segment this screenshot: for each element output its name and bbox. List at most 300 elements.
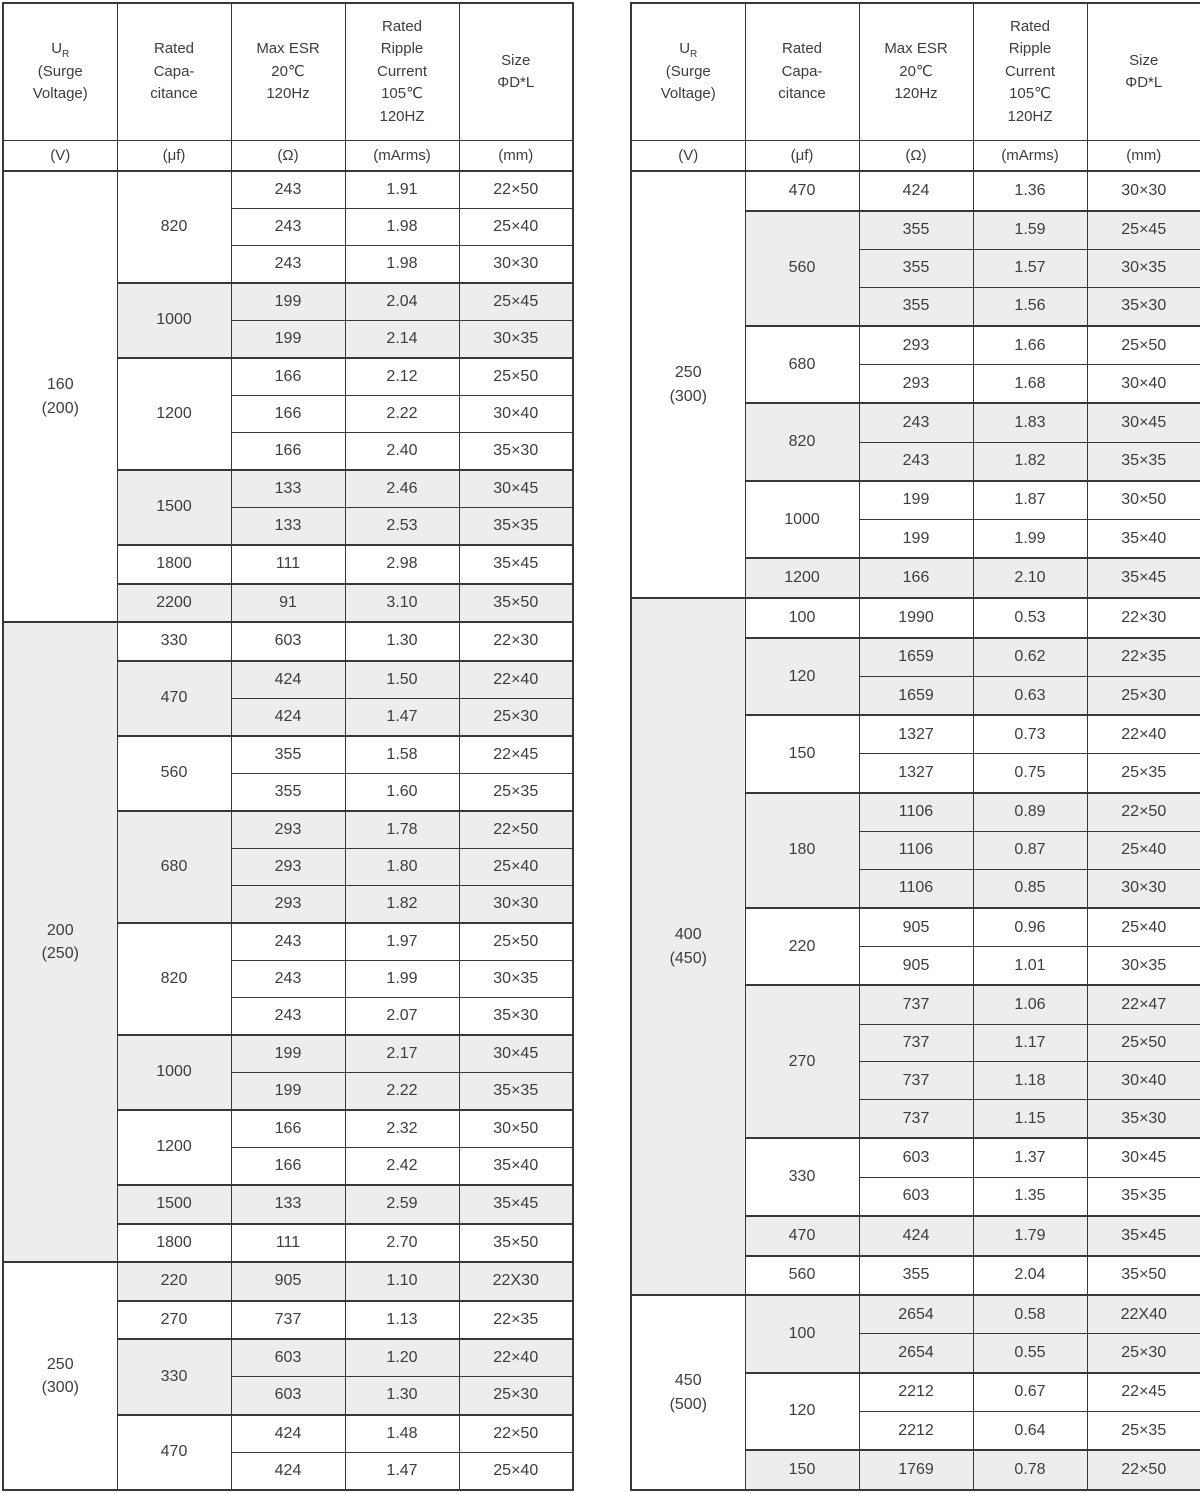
capacitance-cell: 1500 xyxy=(117,470,231,545)
size-cell: 35×30 xyxy=(459,997,573,1035)
esr-cell: 243 xyxy=(231,245,345,283)
esr-cell: 737 xyxy=(859,1062,973,1100)
header-line: (Surge xyxy=(37,62,83,80)
header-esr xyxy=(859,3,973,141)
capacitance-cell: 560 xyxy=(745,211,859,326)
unit-capacitance: (μf) xyxy=(745,141,859,172)
ripple-current-cell: 0.55 xyxy=(973,1334,1087,1373)
ripple-current-cell: 2.42 xyxy=(345,1147,459,1185)
esr-cell: 424 xyxy=(231,1415,345,1453)
header-symbol: $U_R$ xyxy=(679,40,698,61)
ripple-current-cell: 1.59 xyxy=(973,211,1087,250)
ripple-current-cell: 0.85 xyxy=(973,869,1087,908)
size-cell: 22×50 xyxy=(459,1415,573,1453)
header-line: 20℃ xyxy=(271,62,305,80)
esr-cell: 737 xyxy=(859,1100,973,1139)
capacitance-cell: 1500 xyxy=(117,1185,231,1224)
ripple-current-cell: 2.22 xyxy=(345,396,459,433)
header-row xyxy=(631,3,1200,141)
surge-voltage-value: (300) xyxy=(41,1379,79,1397)
header-line: 105℃ xyxy=(1009,85,1051,103)
spec-row xyxy=(631,1295,1200,1334)
header-size xyxy=(1087,3,1200,141)
voltage-cell xyxy=(631,598,745,1295)
size-cell: 25×30 xyxy=(1087,1334,1200,1373)
spec-row xyxy=(3,171,573,209)
esr-cell: 2212 xyxy=(859,1373,973,1412)
esr-cell: 199 xyxy=(231,283,345,321)
unit-voltage: (V) xyxy=(3,141,117,172)
esr-cell: 199 xyxy=(859,481,973,520)
size-cell: 25×40 xyxy=(1087,831,1200,869)
header-line: ΦD*L xyxy=(1125,74,1163,91)
ripple-current-cell: 2.10 xyxy=(973,558,1087,598)
esr-cell: 905 xyxy=(859,908,973,947)
ripple-current-cell: 1.91 xyxy=(345,171,459,209)
esr-cell: 603 xyxy=(859,1138,973,1177)
capacitance-cell: 1000 xyxy=(117,1035,231,1110)
size-cell: 30×45 xyxy=(1087,1138,1200,1177)
unit-size: (mm) xyxy=(1087,141,1200,172)
header-line: 120HZ xyxy=(379,107,425,125)
esr-cell: 2212 xyxy=(859,1411,973,1450)
capacitance-cell: 1200 xyxy=(745,558,859,598)
size-cell: 22×50 xyxy=(459,811,573,849)
header-line: Rated xyxy=(381,17,423,35)
ripple-current-cell: 1.79 xyxy=(973,1216,1087,1256)
esr-cell: 355 xyxy=(859,249,973,287)
ripple-current-cell: 1.99 xyxy=(345,960,459,997)
capacitance-cell: 470 xyxy=(745,171,859,211)
ripple-current-cell: 1.99 xyxy=(973,520,1087,559)
size-cell: 22×50 xyxy=(459,171,573,209)
esr-cell: 111 xyxy=(231,1224,345,1263)
ripple-current-cell: 1.66 xyxy=(973,326,1087,365)
ripple-current-cell: 0.75 xyxy=(973,754,1087,793)
ripple-current-cell: 0.73 xyxy=(973,715,1087,754)
header-line: 20℃ xyxy=(899,62,933,80)
esr-cell: 293 xyxy=(231,811,345,849)
ripple-current-cell: 0.89 xyxy=(973,793,1087,832)
ripple-current-cell: 2.46 xyxy=(345,470,459,508)
esr-cell: 91 xyxy=(231,584,345,623)
capacitance-cell: 220 xyxy=(745,908,859,985)
esr-cell: 424 xyxy=(859,171,973,211)
size-cell: 25×40 xyxy=(459,209,573,246)
header-line: 120HZ xyxy=(1007,107,1053,125)
ripple-current-cell: 2.40 xyxy=(345,432,459,470)
header-voltage xyxy=(3,3,117,141)
capacitance-cell: 1200 xyxy=(117,358,231,470)
size-cell: 25×30 xyxy=(459,1377,573,1415)
size-cell: 25×50 xyxy=(459,358,573,396)
ripple-current-cell: 1.37 xyxy=(973,1138,1087,1177)
unit-ripple: (mArms) xyxy=(973,141,1087,172)
ripple-current-cell: 0.62 xyxy=(973,638,1087,677)
header-line: Rated xyxy=(1009,17,1051,35)
esr-cell: 243 xyxy=(231,960,345,997)
header-line: Max ESR xyxy=(884,40,948,58)
esr-cell: 603 xyxy=(859,1177,973,1216)
size-cell: 30×50 xyxy=(1087,481,1200,520)
size-cell: 30×45 xyxy=(1087,403,1200,442)
capacitance-cell: 150 xyxy=(745,1450,859,1490)
header-line: Size xyxy=(501,51,531,69)
esr-cell: 243 xyxy=(231,171,345,209)
esr-cell: 166 xyxy=(231,396,345,433)
esr-cell: 424 xyxy=(231,1452,345,1490)
surge-voltage-value: (450) xyxy=(669,949,707,967)
size-cell: 35×35 xyxy=(459,507,573,545)
size-cell: 25×35 xyxy=(459,773,573,811)
capacitance-cell: 100 xyxy=(745,1295,859,1372)
size-cell: 22×40 xyxy=(459,661,573,699)
ripple-current-cell: 2.70 xyxy=(345,1224,459,1263)
ripple-current-cell: 2.04 xyxy=(973,1256,1087,1296)
ripple-current-cell: 2.17 xyxy=(345,1035,459,1073)
header-ripple xyxy=(973,3,1087,141)
size-cell: 35×45 xyxy=(459,545,573,584)
header-line: Voltage) xyxy=(660,85,716,103)
capacitance-cell: 120 xyxy=(745,1373,859,1450)
header-row xyxy=(3,3,573,141)
capacitance-cell: 820 xyxy=(117,171,231,283)
surge-voltage-value: (300) xyxy=(669,387,707,405)
surge-voltage-value: (500) xyxy=(669,1395,707,1413)
ripple-current-cell: 1.82 xyxy=(345,885,459,923)
size-cell: 35×45 xyxy=(1087,1216,1200,1256)
unit-size: (mm) xyxy=(459,141,573,172)
capacitance-cell: 560 xyxy=(117,736,231,811)
ripple-current-cell: 1.35 xyxy=(973,1177,1087,1216)
esr-cell: 199 xyxy=(231,320,345,358)
ripple-current-cell: 1.30 xyxy=(345,622,459,661)
table-mount-right xyxy=(630,2,1200,1491)
ripple-current-cell: 1.01 xyxy=(973,947,1087,986)
ripple-current-cell: 1.78 xyxy=(345,811,459,849)
size-cell: 22×45 xyxy=(1087,1373,1200,1412)
capacitance-cell: 1800 xyxy=(117,545,231,584)
header-line: Rated xyxy=(781,40,823,58)
esr-cell: 243 xyxy=(231,923,345,961)
esr-cell: 293 xyxy=(859,365,973,404)
size-cell: 30×30 xyxy=(459,245,573,283)
ripple-current-cell: 1.30 xyxy=(345,1377,459,1415)
esr-cell: 355 xyxy=(231,773,345,811)
ripple-current-cell: 2.59 xyxy=(345,1185,459,1224)
esr-cell: 1106 xyxy=(859,869,973,908)
capacitance-cell: 330 xyxy=(117,1339,231,1414)
ripple-current-cell: 1.82 xyxy=(973,442,1087,481)
header-line: Voltage) xyxy=(32,85,88,103)
size-cell: 30×40 xyxy=(459,396,573,433)
esr-cell: 133 xyxy=(231,1185,345,1224)
ripple-current-cell: 2.98 xyxy=(345,545,459,584)
surge-voltage-value: (200) xyxy=(41,399,79,417)
unit-esr: (Ω) xyxy=(231,141,345,172)
ripple-current-cell: 1.47 xyxy=(345,1452,459,1490)
header-line: Current xyxy=(376,62,428,80)
ripple-current-cell: 1.48 xyxy=(345,1415,459,1453)
ripple-current-cell: 2.12 xyxy=(345,358,459,396)
size-cell: 25×35 xyxy=(1087,1411,1200,1450)
esr-cell: 355 xyxy=(231,736,345,774)
size-cell: 30×45 xyxy=(459,470,573,508)
size-cell: 30×40 xyxy=(1087,1062,1200,1100)
size-cell: 35×35 xyxy=(1087,1177,1200,1216)
size-cell: 22×50 xyxy=(1087,793,1200,832)
ripple-current-cell: 1.56 xyxy=(973,287,1087,326)
ripple-current-cell: 2.04 xyxy=(345,283,459,321)
surge-voltage-value: (250) xyxy=(41,945,79,963)
capacitance-cell: 120 xyxy=(745,638,859,715)
esr-cell: 243 xyxy=(231,209,345,246)
esr-cell: 2654 xyxy=(859,1334,973,1373)
capacitance-cell: 1000 xyxy=(745,481,859,558)
voltage-value: 250 xyxy=(46,1355,74,1373)
size-cell: 25×50 xyxy=(1087,1024,1200,1062)
voltage-cell xyxy=(631,171,745,598)
header-line: citance xyxy=(150,85,198,103)
esr-cell: 199 xyxy=(859,520,973,559)
voltage-value: 160 xyxy=(46,376,74,394)
esr-cell: 166 xyxy=(231,1110,345,1148)
header-line: Capa- xyxy=(153,62,195,80)
size-cell: 35×30 xyxy=(1087,287,1200,326)
size-cell: 35×40 xyxy=(459,1147,573,1185)
header-capacitance xyxy=(117,3,231,141)
ripple-current-cell: 0.67 xyxy=(973,1373,1087,1412)
esr-cell: 199 xyxy=(231,1035,345,1073)
ripple-current-cell: 1.58 xyxy=(345,736,459,774)
capacitance-cell: 150 xyxy=(745,715,859,792)
esr-cell: 737 xyxy=(859,985,973,1024)
capacitance-cell: 680 xyxy=(117,811,231,923)
size-cell: 30×45 xyxy=(459,1035,573,1073)
capacitance-cell: 270 xyxy=(117,1301,231,1340)
size-cell: 30×30 xyxy=(459,885,573,923)
header-size xyxy=(459,3,573,141)
ripple-current-cell: 1.13 xyxy=(345,1301,459,1340)
capacitance-cell: 100 xyxy=(745,598,859,638)
capacitance-cell: 560 xyxy=(745,1256,859,1296)
esr-cell: 424 xyxy=(859,1216,973,1256)
header-line: ΦD*L xyxy=(497,74,535,91)
esr-cell: 166 xyxy=(231,1147,345,1185)
size-cell: 25×40 xyxy=(1087,908,1200,947)
capacitance-cell: 470 xyxy=(117,661,231,736)
size-cell: 35×35 xyxy=(459,1072,573,1110)
esr-cell: 243 xyxy=(859,403,973,442)
ripple-current-cell: 0.96 xyxy=(973,908,1087,947)
header-voltage xyxy=(631,3,745,141)
voltage-value: 450 xyxy=(674,1372,702,1390)
header-line: Ripple xyxy=(1008,40,1052,58)
capacitance-cell: 1800 xyxy=(117,1224,231,1263)
ripple-current-cell: 1.60 xyxy=(345,773,459,811)
size-cell: 35×45 xyxy=(459,1185,573,1224)
ripple-current-cell: 1.36 xyxy=(973,171,1087,211)
size-cell: 30×35 xyxy=(459,960,573,997)
size-cell: 30×35 xyxy=(1087,947,1200,986)
unit-voltage: (V) xyxy=(631,141,745,172)
table-mount-left xyxy=(2,2,574,1491)
esr-cell: 243 xyxy=(859,442,973,481)
right-spec-table xyxy=(630,2,1200,1491)
capacitance-cell: 820 xyxy=(745,403,859,480)
capacitance-cell: 180 xyxy=(745,793,859,908)
header-line: 120Hz xyxy=(894,85,938,103)
size-cell: 35×40 xyxy=(1087,520,1200,559)
capacitance-cell: 1000 xyxy=(117,283,231,358)
esr-cell: 166 xyxy=(859,558,973,598)
ripple-current-cell: 3.10 xyxy=(345,584,459,623)
unit-row xyxy=(631,141,1200,172)
esr-cell: 1106 xyxy=(859,793,973,832)
voltage-value: 200 xyxy=(46,921,74,939)
ripple-current-cell: 0.63 xyxy=(973,677,1087,716)
ripple-current-cell: 1.87 xyxy=(973,481,1087,520)
unit-capacitance: (μf) xyxy=(117,141,231,172)
esr-cell: 1990 xyxy=(859,598,973,638)
header-line: Max ESR xyxy=(256,40,320,58)
ripple-current-cell: 2.14 xyxy=(345,320,459,358)
esr-cell: 111 xyxy=(231,545,345,584)
header-line: (Surge xyxy=(665,62,711,80)
spec-row xyxy=(3,622,573,661)
spec-row xyxy=(631,171,1200,211)
size-cell: 35×45 xyxy=(1087,558,1200,598)
size-cell: 30×30 xyxy=(1087,171,1200,211)
header-line: Rated xyxy=(153,40,195,58)
esr-cell: 424 xyxy=(231,661,345,699)
header-line: Capa- xyxy=(781,62,823,80)
voltage-cell xyxy=(3,622,117,1262)
esr-cell: 133 xyxy=(231,470,345,508)
size-cell: 30×35 xyxy=(459,320,573,358)
esr-cell: 1327 xyxy=(859,715,973,754)
size-cell: 25×45 xyxy=(1087,211,1200,250)
size-cell: 25×40 xyxy=(459,849,573,886)
esr-cell: 355 xyxy=(859,287,973,326)
size-cell: 25×40 xyxy=(459,1452,573,1490)
size-cell: 22×45 xyxy=(459,736,573,774)
ripple-current-cell: 1.47 xyxy=(345,698,459,736)
spec-row xyxy=(631,598,1200,638)
size-cell: 30×30 xyxy=(1087,869,1200,908)
size-cell: 25×50 xyxy=(1087,326,1200,365)
size-cell: 35×50 xyxy=(1087,1256,1200,1296)
capacitance-cell: 220 xyxy=(117,1262,231,1301)
unit-esr: (Ω) xyxy=(859,141,973,172)
ripple-current-cell: 1.20 xyxy=(345,1339,459,1377)
header-line: 120Hz xyxy=(266,85,310,103)
esr-cell: 905 xyxy=(231,1262,345,1301)
capacitance-cell: 2200 xyxy=(117,584,231,623)
esr-cell: 355 xyxy=(859,1256,973,1296)
capacitance-cell: 330 xyxy=(745,1138,859,1215)
esr-cell: 603 xyxy=(231,1377,345,1415)
size-cell: 35×30 xyxy=(459,432,573,470)
capacitance-cell: 330 xyxy=(117,622,231,661)
size-cell: 25×35 xyxy=(1087,754,1200,793)
esr-cell: 1106 xyxy=(859,831,973,869)
size-cell: 35×50 xyxy=(459,1224,573,1263)
esr-cell: 293 xyxy=(231,849,345,886)
ripple-current-cell: 1.83 xyxy=(973,403,1087,442)
esr-cell: 905 xyxy=(859,947,973,986)
voltage-value: 400 xyxy=(674,926,702,944)
capacitance-cell: 470 xyxy=(117,1415,231,1491)
esr-cell: 424 xyxy=(231,698,345,736)
size-cell: 25×50 xyxy=(459,923,573,961)
ripple-current-cell: 0.58 xyxy=(973,1295,1087,1334)
size-cell: 30×40 xyxy=(1087,365,1200,404)
header-capacitance xyxy=(745,3,859,141)
capacitance-cell: 270 xyxy=(745,985,859,1138)
unit-ripple: (mArms) xyxy=(345,141,459,172)
ripple-current-cell: 1.50 xyxy=(345,661,459,699)
esr-cell: 737 xyxy=(231,1301,345,1340)
esr-cell: 737 xyxy=(859,1024,973,1062)
ripple-current-cell: 1.06 xyxy=(973,985,1087,1024)
size-cell: 22×50 xyxy=(1087,1450,1200,1490)
ripple-current-cell: 1.97 xyxy=(345,923,459,961)
voltage-value: 250 xyxy=(674,364,702,382)
header-esr xyxy=(231,3,345,141)
size-cell: 25×45 xyxy=(459,283,573,321)
esr-cell: 1769 xyxy=(859,1450,973,1490)
ripple-current-cell: 1.68 xyxy=(973,365,1087,404)
header-line: Size xyxy=(1129,51,1159,69)
header-line: Current xyxy=(1004,62,1056,80)
ripple-current-cell: 2.22 xyxy=(345,1072,459,1110)
header-line: citance xyxy=(778,85,826,103)
size-cell: 35×35 xyxy=(1087,442,1200,481)
esr-cell: 355 xyxy=(859,211,973,250)
size-cell: 22×40 xyxy=(1087,715,1200,754)
header-symbol: $U_R$ xyxy=(51,40,70,61)
capacitance-cell: 820 xyxy=(117,923,231,1035)
size-cell: 22×47 xyxy=(1087,985,1200,1024)
size-cell: 25×30 xyxy=(459,698,573,736)
ripple-current-cell: 0.64 xyxy=(973,1411,1087,1450)
ripple-current-cell: 2.53 xyxy=(345,507,459,545)
voltage-cell xyxy=(3,171,117,622)
ripple-current-cell: 1.17 xyxy=(973,1024,1087,1062)
ripple-current-cell: 2.32 xyxy=(345,1110,459,1148)
esr-cell: 243 xyxy=(231,997,345,1035)
esr-cell: 199 xyxy=(231,1072,345,1110)
capacitance-cell: 1200 xyxy=(117,1110,231,1185)
size-cell: 22×30 xyxy=(459,622,573,661)
header-line: Ripple xyxy=(380,40,424,58)
esr-cell: 603 xyxy=(231,622,345,661)
ripple-current-cell: 1.80 xyxy=(345,849,459,886)
size-cell: 22×35 xyxy=(459,1301,573,1340)
header-ripple xyxy=(345,3,459,141)
capacitance-cell: 680 xyxy=(745,326,859,403)
size-cell: 22×35 xyxy=(1087,638,1200,677)
ripple-current-cell: 1.57 xyxy=(973,249,1087,287)
esr-cell: 293 xyxy=(231,885,345,923)
esr-cell: 603 xyxy=(231,1339,345,1377)
esr-cell: 166 xyxy=(231,358,345,396)
size-cell: 22×30 xyxy=(1087,598,1200,638)
esr-cell: 2654 xyxy=(859,1295,973,1334)
ripple-current-cell: 1.18 xyxy=(973,1062,1087,1100)
ripple-current-cell: 1.98 xyxy=(345,245,459,283)
